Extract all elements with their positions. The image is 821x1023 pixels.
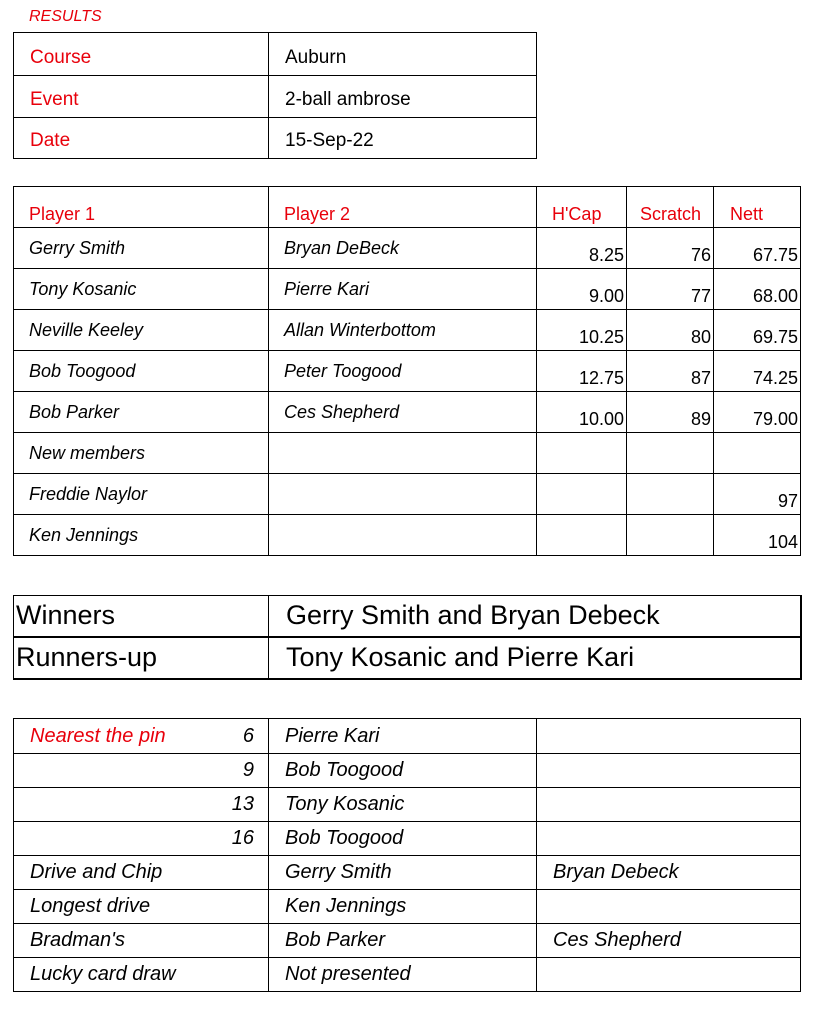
header-player-1: Player 1 <box>29 204 96 224</box>
nett-value: 74.25 <box>752 368 798 388</box>
scratch-value: 76 <box>690 245 711 265</box>
header-nett: Nett <box>730 204 764 224</box>
prize-hole: 6 <box>242 725 254 747</box>
prize-hole: 16 <box>231 827 254 849</box>
hcap-value: 8.25 <box>588 245 624 265</box>
prize-hole: 9 <box>242 759 254 781</box>
info-row-event <box>14 75 536 118</box>
player-1-name: Bob Toogood <box>29 361 136 381</box>
header-player-2: Player 2 <box>284 204 351 224</box>
info-label: Event <box>30 89 79 110</box>
player-1-name: Tony Kosanic <box>29 279 137 299</box>
results-heading: RESULTS <box>29 8 102 25</box>
prize-name-1: Not presented <box>285 963 411 985</box>
prize-name-1: Tony Kosanic <box>285 793 405 815</box>
header-scratch: Scratch <box>640 204 702 224</box>
scratch-value: 77 <box>690 286 711 306</box>
scores-table <box>13 186 801 556</box>
runners-up-value: Tony Kosanic and Pierre Kari <box>286 642 635 672</box>
scratch-value: 87 <box>690 368 711 388</box>
player-1-name: Gerry Smith <box>29 238 126 258</box>
prize-label: Nearest the pin <box>30 725 166 747</box>
player-1-name: Ken Jennings <box>29 525 139 545</box>
player-2-name: Bryan DeBeck <box>284 238 400 258</box>
info-row-date <box>14 117 536 158</box>
player-2-name: Peter Toogood <box>284 361 402 381</box>
nett-value: 67.75 <box>752 245 798 265</box>
scratch-value: 89 <box>690 409 711 429</box>
prize-name-1: Gerry Smith <box>285 861 392 883</box>
prize-label: Drive and Chip <box>30 861 163 883</box>
hcap-value: 10.00 <box>578 409 624 429</box>
info-value: Auburn <box>285 47 347 68</box>
prize-label: Longest drive <box>30 895 151 917</box>
runners-up-label: Runners-up <box>16 642 158 672</box>
prize-name-1: Ken Jennings <box>285 895 407 917</box>
info-label: Date <box>30 130 71 151</box>
prize-label: Bradman's <box>30 929 125 951</box>
nett-value: 104 <box>767 532 798 552</box>
prizes-table <box>13 718 801 992</box>
player-1-name: Bob Parker <box>29 402 120 422</box>
event-info-table <box>13 32 537 159</box>
prize-hole: 13 <box>231 793 254 815</box>
winners-value: Gerry Smith and Bryan Debeck <box>286 600 660 630</box>
prize-label: Lucky card draw <box>30 963 176 985</box>
prize-name-1: Bob Toogood <box>285 759 404 781</box>
nett-value: 79.00 <box>752 409 798 429</box>
player-2-name: Ces Shepherd <box>284 402 400 422</box>
nett-value: 69.75 <box>752 327 798 347</box>
hcap-value: 9.00 <box>588 286 624 306</box>
prize-name-1: Bob Parker <box>285 929 386 951</box>
winners-label: Winners <box>16 600 116 630</box>
nett-value: 97 <box>777 491 798 511</box>
prize-name-2: Ces Shepherd <box>553 929 681 951</box>
prize-name-1: Pierre Kari <box>285 725 380 747</box>
winners-table <box>13 595 802 680</box>
info-value: 15-Sep-22 <box>285 130 374 151</box>
prize-name-2: Bryan Debeck <box>553 861 679 883</box>
player-2-name: Allan Winterbottom <box>284 320 436 340</box>
info-label: Course <box>30 47 92 68</box>
prize-name-1: Bob Toogood <box>285 827 404 849</box>
hcap-value: 12.75 <box>578 368 624 388</box>
player-2-name: Pierre Kari <box>284 279 370 299</box>
player-1-name: Neville Keeley <box>29 320 144 340</box>
info-row-course <box>14 33 536 76</box>
nett-value: 68.00 <box>752 286 798 306</box>
info-value: 2-ball ambrose <box>285 89 411 110</box>
section-label-new-members: New members <box>29 443 146 463</box>
header-hcap: H'Cap <box>552 204 602 224</box>
player-1-name: Freddie Naylor <box>29 484 148 504</box>
scratch-value: 80 <box>690 327 711 347</box>
hcap-value: 10.25 <box>578 327 624 347</box>
